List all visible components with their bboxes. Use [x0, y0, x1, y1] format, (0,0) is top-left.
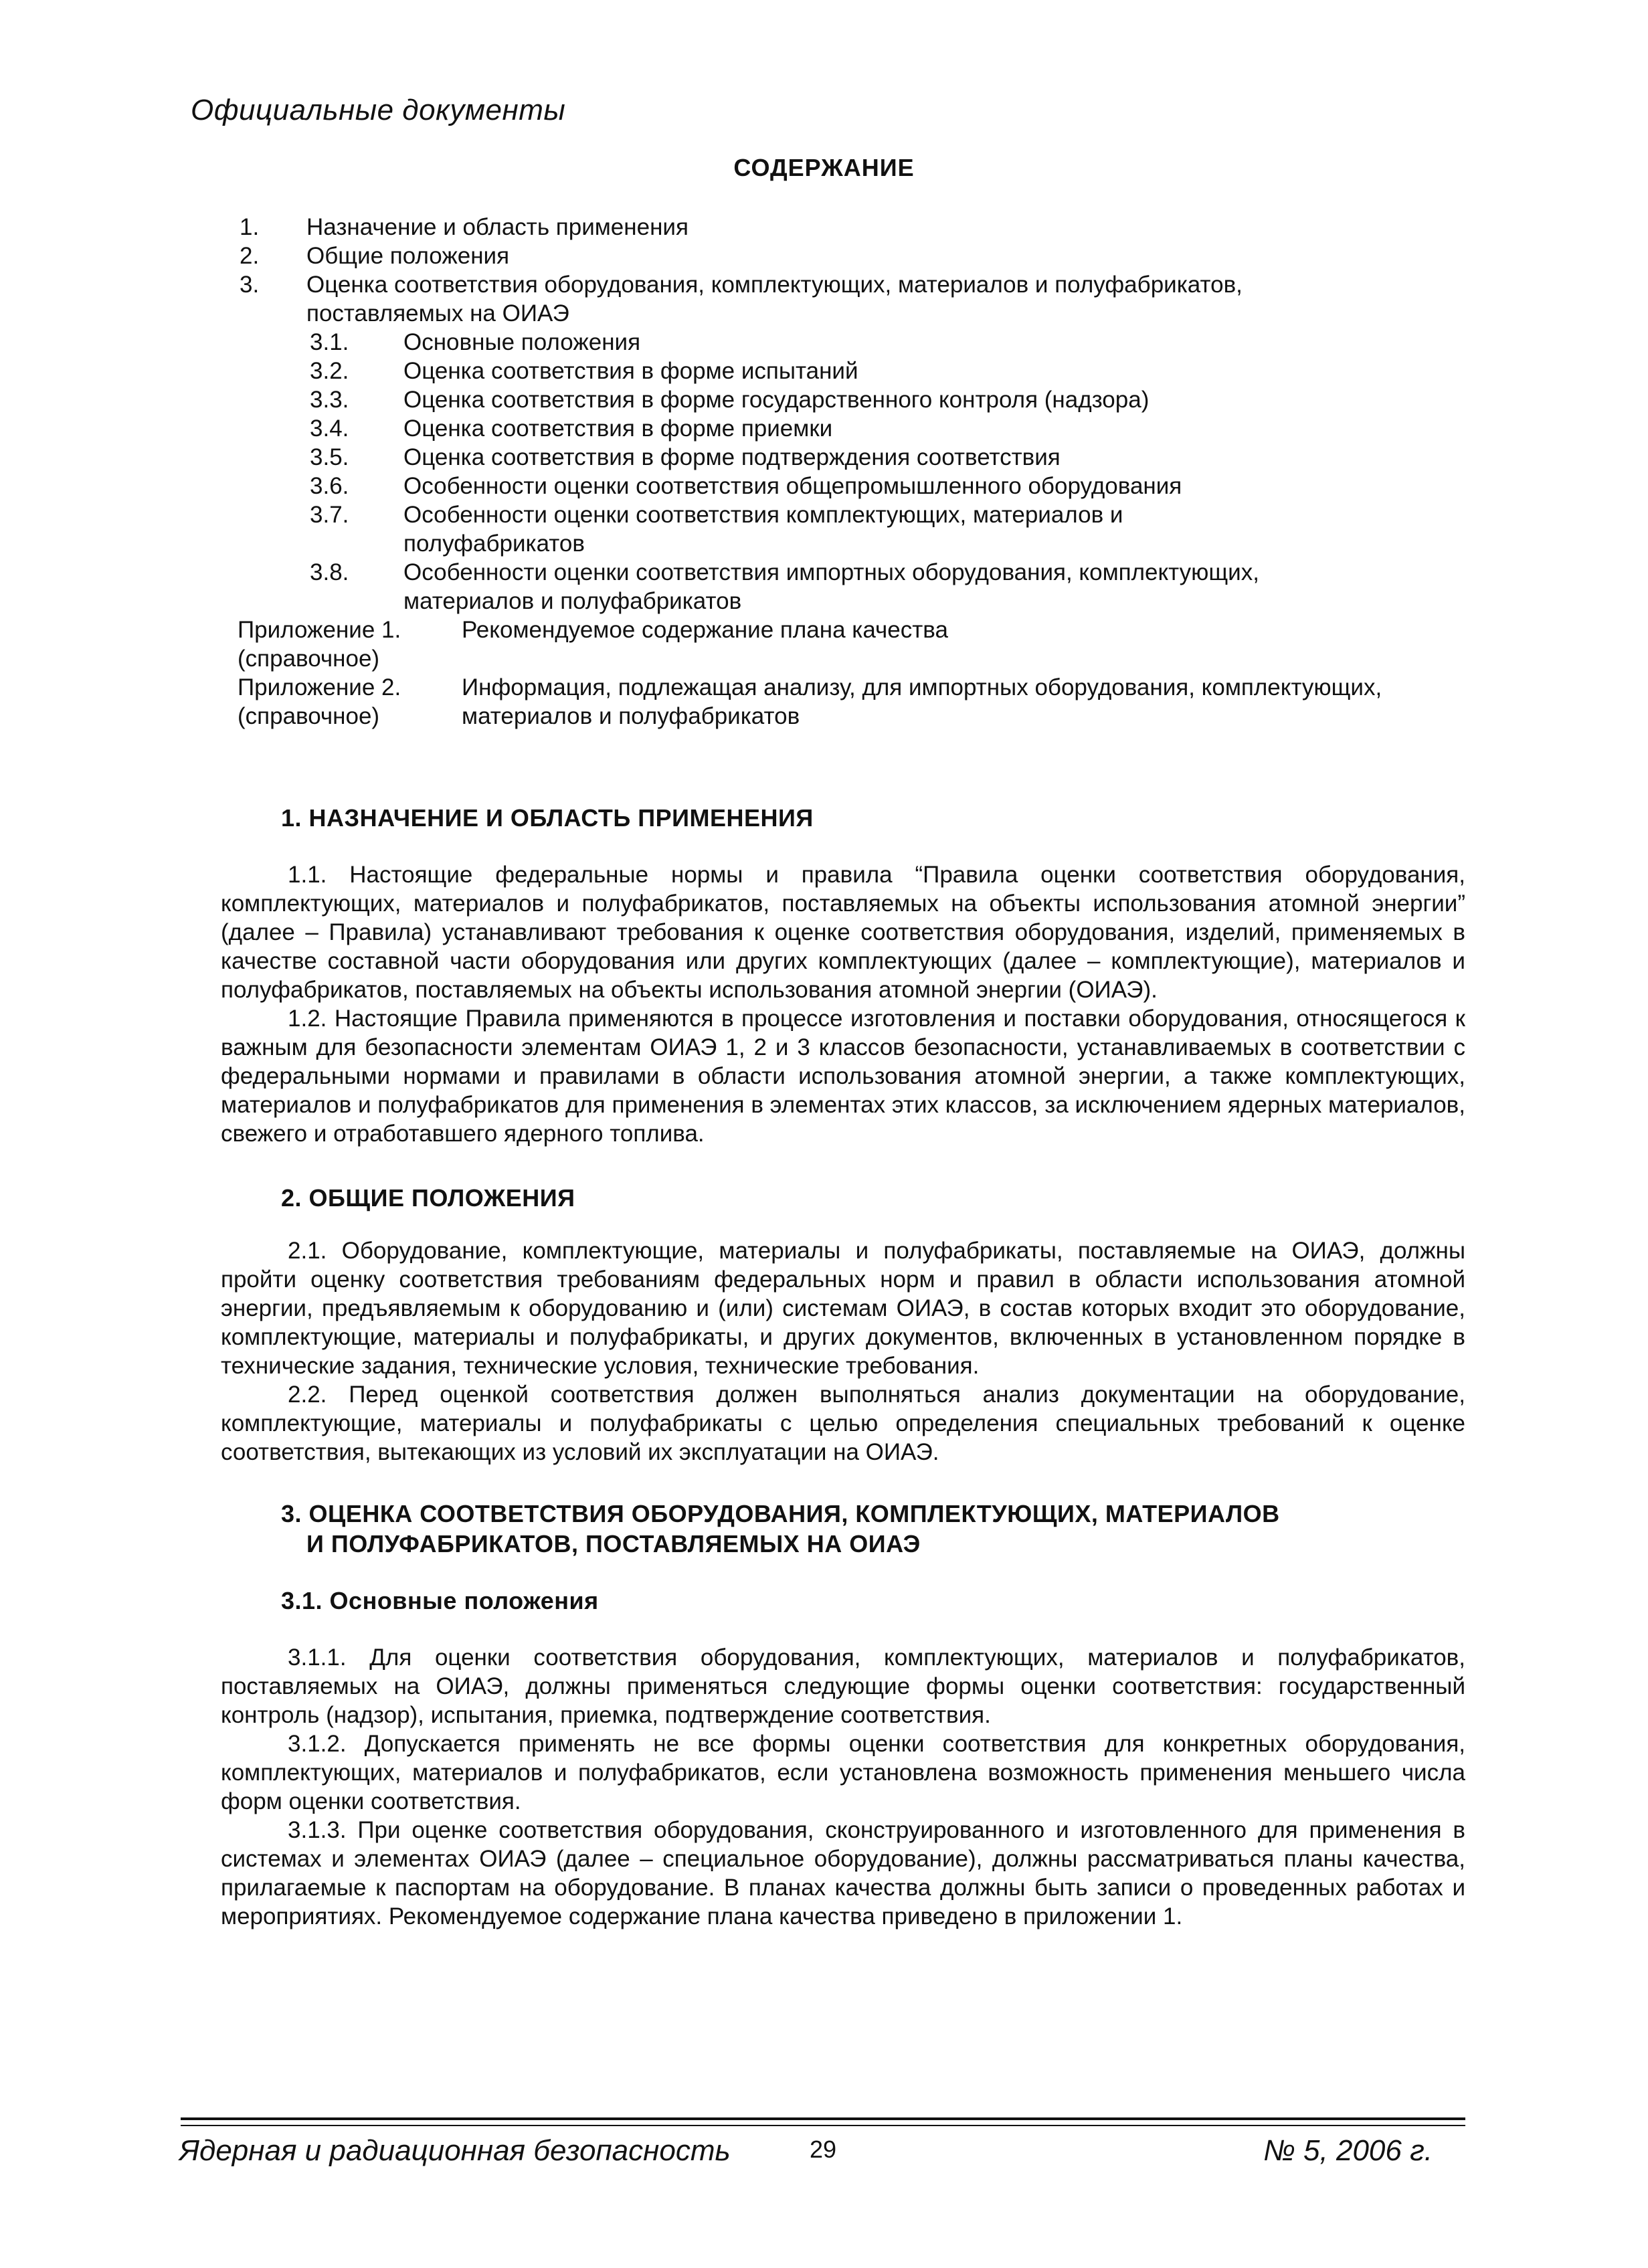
section-2-heading: 2. ОБЩИЕ ПОЛОЖЕНИЯ — [281, 1184, 575, 1212]
paragraph: 1.2. Настоящие Правила применяются в процессе изготовления и поставки оборудования, относящегося к важным для безопасности элементам ОИАЭ 1, 2 и 3 классов безопасности, устанавливаемых в соответствии с федеральными нормами и правилами в области использования атомной энергии, а также комплектующих, материалов и полуфабрикатов для применения в элементах этих классов, за исключением ядерных материалов, свежего и отработавшего ядерного топлива. — [221, 1006, 1465, 1147]
toc-subitem — [240, 500, 1277, 558]
paragraph: 2.1. Оборудование, комплектующие, материалы и полуфабрикаты, поставляемые на ОИАЭ, должны пройти оценку соответствия требованиям федеральных норм и правил в области использования атомной энергии, предъявляемым к оборудованию и (или) системам ОИАЭ, в состав которых входит это оборудование, комплектующие, материалы и полуфабрикаты, и других документов, включенных в установленном порядке в технические задания, технические условия, технические требования. — [221, 1238, 1465, 1379]
toc-item-number: 1. — [240, 214, 260, 240]
toc-subitem — [240, 357, 1444, 385]
paragraph: 3.1.1. Для оценки соответствия оборудования, комплектующих, материалов и полуфабрикатов, поставляемых на ОИАЭ, должны применяться следующие формы оценки соответствия: государственный контроль (надзор), испытания, приемка, подтверждение соответствия. — [221, 1644, 1465, 1728]
paragraph: 1.1. Настоящие федеральные нормы и правила “Правила оценки соответствия оборудования, комплектующих, материалов и полуфабрикатов, поставляемых на объекты использования атомной энергии” (далее – Правила) устанавливают требования к оценке соответствия оборудования, изделий, применяемых в качестве составной части оборудования или других комплектующих (далее – комплектующие), материалов и полуфабрикатов, поставляемых на объекты использования атомной энергии (ОИАЭ). — [221, 862, 1465, 1003]
toc-subitem-text: Особенности оценки соответствия импортных оборудования, комплектующих, материалов и полуфабрикатов — [403, 559, 1259, 614]
section-2-body — [221, 1236, 1465, 1467]
toc-item-number: 3. — [240, 272, 260, 298]
section-3-heading-line: И ПОЛУФАБРИКАТОВ, ПОСТАВЛЯЕМЫХ НА ОИАЭ — [306, 1530, 921, 1557]
toc-subitem — [240, 558, 1390, 616]
paragraph: 3.1.3. При оценке соответствия оборудования, сконструированного и изготовленного для применения в системах и элементах ОИАЭ (далее – специальное оборудование), должны рассматриваться планы качества, прилагаемые к паспортам на оборудование. В планах качества должны быть записи о проведенных работах и мероприятиях. Рекомендуемое содержание плана качества приведено в приложении 1. — [221, 1817, 1465, 1929]
toc-item-text: Назначение и область применения — [306, 214, 689, 240]
section-1-body — [221, 860, 1465, 1148]
section-1-heading: 1. НАЗНАЧЕНИЕ И ОБЛАСТЬ ПРИМЕНЕНИЯ — [281, 804, 814, 832]
appendix-note: (справочное) — [238, 646, 380, 672]
section-3-heading — [281, 1499, 1280, 1559]
toc-subitem-text: Особенности оценки соответствия общепромышленного оборудования — [403, 473, 1182, 499]
footer-issue: № 5, 2006 г. — [1263, 2134, 1433, 2167]
toc-subitem-number: 3.4. — [310, 415, 349, 442]
toc-subitem — [240, 414, 1444, 443]
toc-subitem — [240, 472, 1444, 500]
section-3-heading-line: 3. ОЦЕНКА СООТВЕТСТВИЯ ОБОРУДОВАНИЯ, КОМПЛЕКТУЮЩИХ, МАТЕРИАЛОВ — [281, 1500, 1280, 1527]
table-of-contents — [240, 213, 1444, 731]
toc-item-number: 2. — [240, 243, 260, 269]
toc-subitem-text: Особенности оценки соответствия комплектующих, материалов и полуфабрикатов — [403, 502, 1123, 557]
toc-appendix — [238, 673, 1455, 731]
appendix-number: Приложение 1. — [238, 617, 401, 643]
paragraph: 2.2. Перед оценкой соответствия должен выполняться анализ документации на оборудование, комплектующие, материалы и полуфабрикаты с целью определения специальных требований к оценке соответствия, вытекающих из условий их эксплуатации на ОИАЭ. — [221, 1382, 1465, 1465]
section-3-body — [221, 1643, 1465, 1931]
toc-appendix-text: Информация, подлежащая анализу, для импортных оборудования, комплектующих, материалов и полуфабрикатов — [462, 674, 1382, 729]
toc-subitem-text: Оценка соответствия в форме государственного контроля (надзора) — [403, 387, 1150, 413]
toc-subitem-number: 3.3. — [310, 387, 349, 413]
toc-subitem — [240, 443, 1444, 472]
toc-item — [240, 213, 1444, 242]
toc-subitem-number: 3.8. — [310, 559, 349, 585]
toc-appendix-label — [238, 616, 401, 673]
running-header: Официальные документы — [191, 94, 566, 126]
toc-subitem-text: Основные положения — [403, 329, 641, 355]
page-number: 29 — [810, 2136, 837, 2163]
toc-subitem-text: Оценка соответствия в форме испытаний — [403, 358, 858, 384]
toc-subitem-text: Оценка соответствия в форме приемки — [403, 415, 833, 442]
appendix-note: (справочное) — [238, 703, 380, 729]
footer-journal-title: Ядерная и радиационная безопасность — [179, 2134, 731, 2167]
toc-subitem-number: 3.2. — [310, 358, 349, 384]
footer-rule — [181, 2117, 1465, 2120]
toc-subitem — [240, 385, 1444, 414]
footer-rule — [181, 2125, 1465, 2126]
toc-appendix-text: Рекомендуемое содержание плана качества — [462, 617, 948, 643]
toc-appendix-label — [238, 673, 401, 731]
toc-item — [240, 242, 1444, 270]
toc-item-text: Оценка соответствия оборудования, комплектующих, материалов и полуфабрикатов, поставляемых на ОИАЭ — [306, 272, 1243, 326]
paragraph: 3.1.2. Допускается применять не все формы оценки соответствия для конкретных оборудования, комплектующих, материалов и полуфабрикатов, если установлена возможность применения меньшего числа форм оценки соответствия. — [221, 1731, 1465, 1814]
toc-subitem-number: 3.1. — [310, 329, 349, 355]
appendix-number: Приложение 2. — [238, 674, 401, 700]
toc-subitem — [240, 328, 1444, 357]
toc-appendix — [238, 616, 1455, 673]
toc-subitem-number: 3.5. — [310, 444, 349, 470]
toc-title: СОДЕРЖАНИЕ — [733, 154, 915, 181]
toc-item-text: Общие положения — [306, 243, 510, 269]
toc-subitem-text: Оценка соответствия в форме подтверждения соответствия — [403, 444, 1061, 470]
toc-item — [240, 270, 1377, 328]
toc-subitem-number: 3.6. — [310, 473, 349, 499]
section-3-1-heading: 3.1. Основные положения — [281, 1587, 599, 1614]
toc-subitem-number: 3.7. — [310, 502, 349, 528]
